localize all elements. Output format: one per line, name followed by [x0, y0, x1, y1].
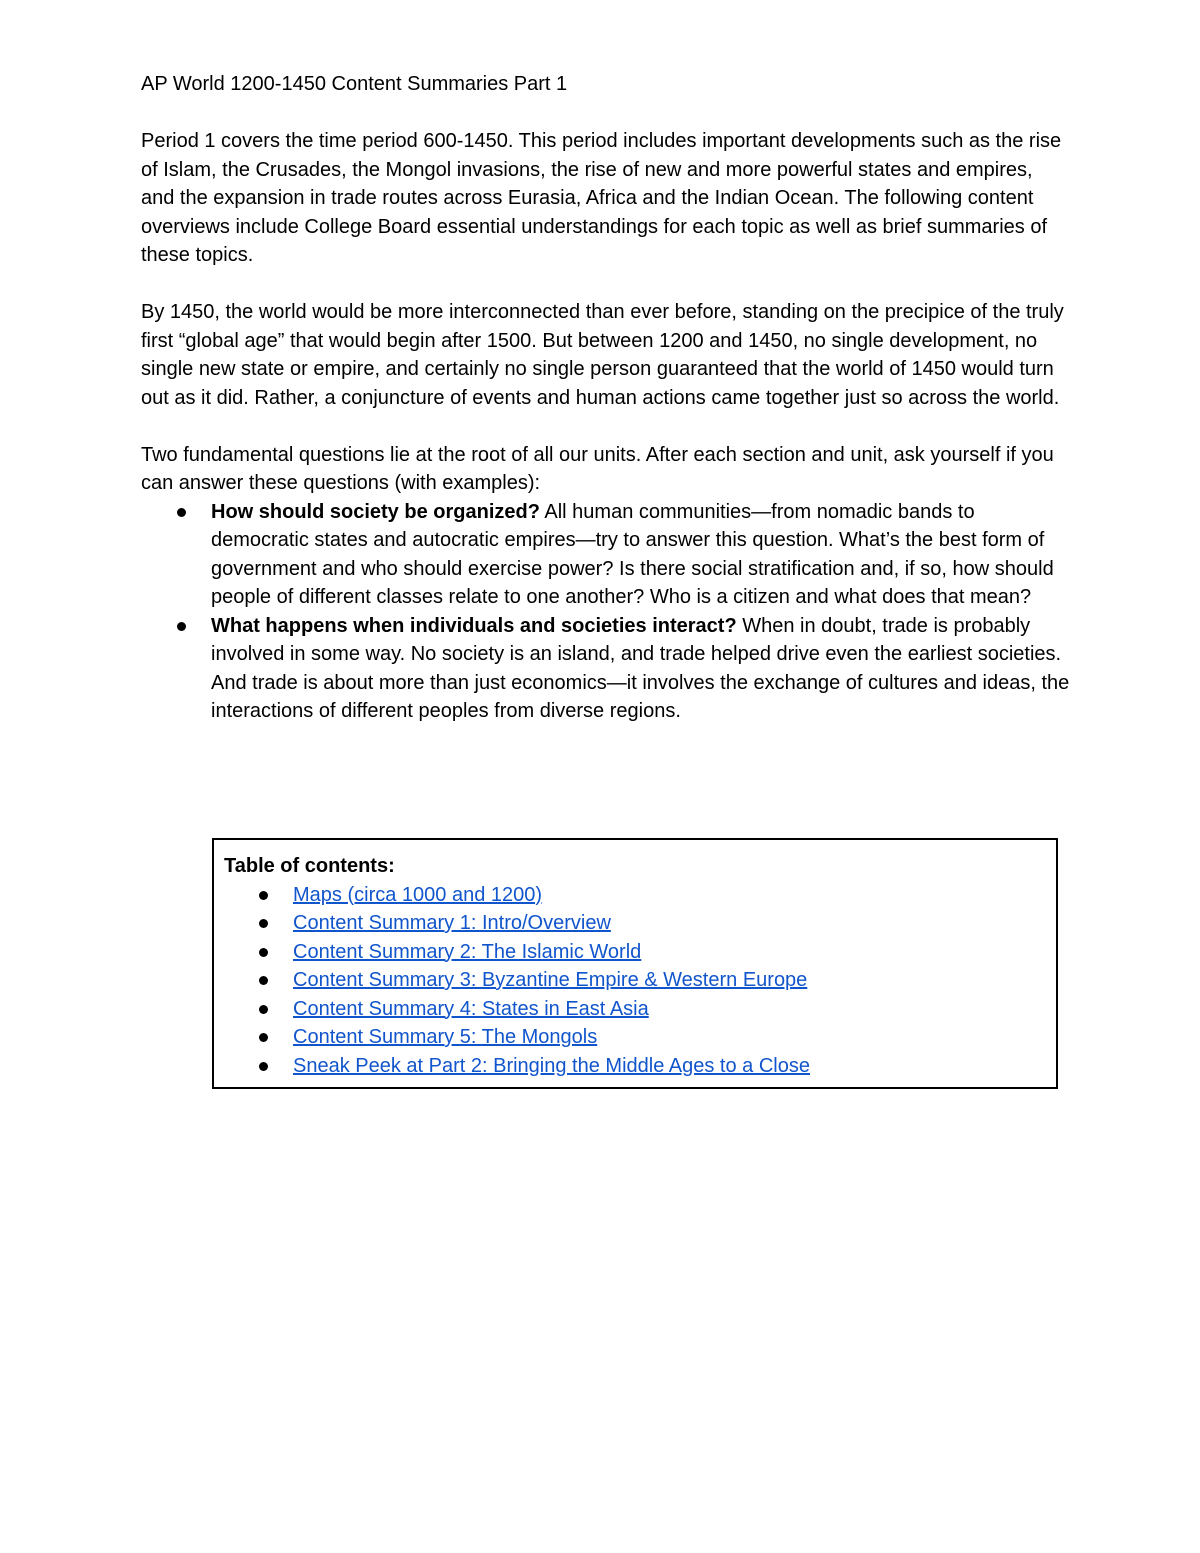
toc-item-summary-4	[293, 995, 1046, 1024]
bullet-icon	[259, 1062, 268, 1071]
toc-link-summary-5[interactable]: Content Summary 5: The Mongols	[293, 1026, 598, 1048]
toc-link-maps[interactable]: Maps (circa 1000 and 1200)	[293, 883, 543, 906]
bullet-icon	[259, 919, 268, 928]
question-text: All human communities—from nomadic bands to democratic states and autocratic empires—try to answer this question. What’s the best form of government and who should exercise power? Is there social stratification and, if so, how should people of different classes relate to one another? Who is a citizen and what does that mean?	[211, 500, 1054, 608]
spacer	[141, 412, 1071, 441]
toc-link-summary-2[interactable]: Content Summary 2: The Islamic World	[293, 940, 642, 963]
toc-item-summary-3	[293, 966, 1046, 995]
document-title: AP World 1200-1450 Content Summaries Part 1	[141, 73, 568, 95]
toc-link-sneak-peek[interactable]: Sneak Peek at Part 2: Bringing the Middle Ages to a Close	[293, 1054, 810, 1077]
question-item-organization	[211, 498, 1071, 612]
document-body	[141, 70, 1071, 726]
toc-item-maps	[293, 881, 1046, 910]
toc-item-summary-1	[293, 909, 1046, 938]
bullet-icon	[177, 622, 186, 631]
toc-list	[224, 881, 1046, 1081]
question-label: How should society be organized?	[211, 500, 540, 523]
bullet-icon	[177, 508, 186, 517]
fundamental-questions-list	[141, 498, 1071, 726]
questions-intro-paragraph: Two fundamental questions lie at the root of all our units. After each section and unit, ask yourself if you can answer these questions (with examples):	[141, 443, 1054, 494]
bullet-icon	[259, 1033, 268, 1042]
bullet-icon	[259, 1005, 268, 1014]
question-item-interaction	[211, 612, 1071, 726]
toc-link-summary-3[interactable]: Content Summary 3: Byzantine Empire & Western Europe	[293, 969, 808, 991]
question-label: What happens when individuals and societies interact?	[211, 614, 737, 637]
spacer	[141, 270, 1071, 299]
toc-heading: Table of contents:	[224, 855, 395, 877]
table-of-contents-box	[212, 838, 1058, 1089]
toc-item-sneak-peek	[293, 1052, 1046, 1081]
toc-item-summary-2	[293, 938, 1046, 967]
bullet-icon	[259, 976, 268, 985]
bullet-icon	[259, 948, 268, 957]
interconnection-paragraph: By 1450, the world would be more interconnected than ever before, standing on the precipice of the truly first “global age” that would begin after 1500. But between 1200 and 1450, no single development, no single new state or empire, and certainly no single person guaranteed that the world of 1450 would turn out as it did. Rather, a conjuncture of events and human actions came together just so across the world.	[141, 301, 1064, 409]
question-text: When in doubt, trade is probably involved in some way. No society is an island, and trade helped drive even the earliest societies. And trade is about more than just economics—it involves the exchange of cultures and ideas, the interactions of different peoples from diverse regions.	[211, 614, 1070, 722]
toc-link-summary-4[interactable]: Content Summary 4: States in East Asia	[293, 997, 649, 1020]
spacer	[141, 99, 1071, 128]
toc-link-summary-1[interactable]: Content Summary 1: Intro/Overview	[293, 912, 611, 934]
bullet-icon	[259, 891, 268, 900]
intro-paragraph: Period 1 covers the time period 600-1450. This period includes important developments such as the rise of Islam, the Crusades, the Mongol invasions, the rise of new and more powerful states and empires, and the expansion in trade routes across Eurasia, Africa and the Indian Ocean. The following content overviews include College Board essential understandings for each topic as well as brief summaries of these topics.	[141, 130, 1062, 266]
toc-item-summary-5	[293, 1023, 1046, 1052]
